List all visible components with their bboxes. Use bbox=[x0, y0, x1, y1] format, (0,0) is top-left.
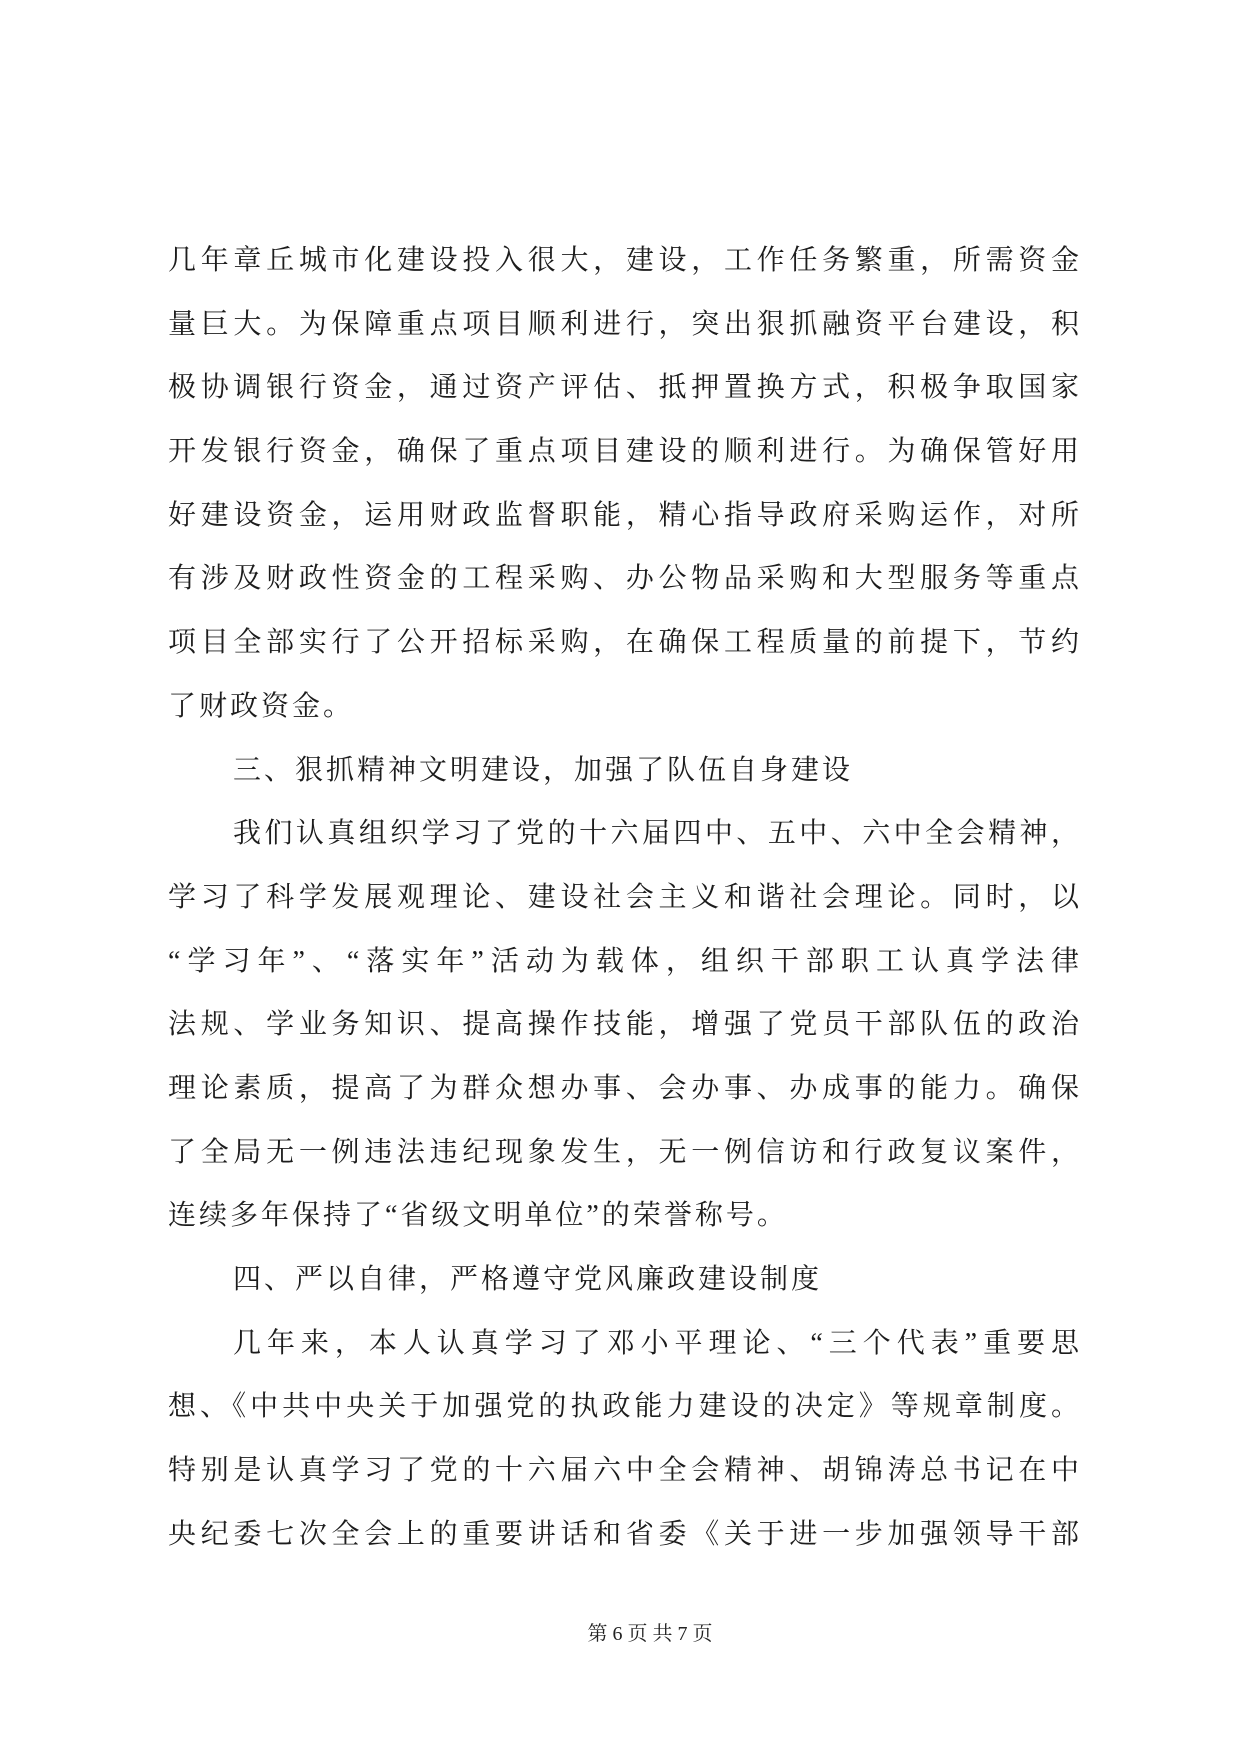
section-heading-text: 三、狠抓精神文明建设，加强了队伍自身建设 bbox=[233, 754, 854, 786]
paragraph-line: 好建设资金，运用财政监督职能，精心指导政府采购运作，对所 bbox=[168, 499, 1082, 531]
paragraph-line: 有涉及财政性资金的工程采购、办公物品采购和大型服务等重点 bbox=[168, 563, 1082, 595]
section-heading bbox=[168, 739, 1082, 803]
paragraph-line: 几年来，本人认真学习了邓小平理论、“三个代表”重要思 bbox=[233, 1327, 1082, 1359]
paragraph-line: 法规、学业务知识、提高操作技能，增强了党员干部队伍的政治 bbox=[168, 1009, 1082, 1041]
paragraph-line: 项目全部实行了公开招标采购，在确保工程质量的前提下，节约 bbox=[168, 627, 1082, 659]
paragraph-line: 我们认真组织学习了党的十六届四中、五中、六中全会精神， bbox=[233, 818, 1082, 850]
paragraph-line: “学习年”、“落实年”活动为载体，组织干部职工认真学法律 bbox=[168, 945, 1082, 977]
paragraph-line: 极协调银行资金，通过资产评估、抵押置换方式，积极争取国家 bbox=[168, 372, 1082, 404]
paragraph-line: 开发银行资金，确保了重点项目建设的顺利进行。为确保管好用 bbox=[168, 436, 1082, 468]
paragraph-line: 连续多年保持了“省级文明单位”的荣誉称号。 bbox=[168, 1200, 788, 1232]
page-footer bbox=[560, 1620, 740, 1648]
paragraph bbox=[168, 229, 1082, 739]
paragraph-line: 理论素质，提高了为群众想办事、会办事、办成事的能力。确保 bbox=[168, 1072, 1082, 1104]
paragraph-line: 了财政资金。 bbox=[168, 690, 355, 722]
section-heading-text: 四、严以自律，严格遵守党风廉政建设制度 bbox=[233, 1264, 823, 1295]
paragraph bbox=[168, 802, 1082, 1248]
paragraph-line: 了全局无一例违法违纪现象发生，无一例信访和行政复议案件， bbox=[168, 1136, 1082, 1168]
paragraph-line: 量巨大。为保障重点项目顺利进行，突出狠抓融资平台建设，积 bbox=[168, 308, 1082, 340]
section-heading bbox=[168, 1248, 1082, 1312]
page-number-label: 第 6 页 共 7 页 bbox=[587, 1623, 713, 1645]
paragraph-line: 想、《中共中央关于加强党的执政能力建设的决定》等规章制度。 bbox=[168, 1391, 1082, 1423]
paragraph-line: 特别是认真学习了党的十六届六中全会精神、胡锦涛总书记在中 bbox=[168, 1455, 1082, 1487]
paragraph-line: 几年章丘城市化建设投入很大，建设，工作任务繁重，所需资金 bbox=[168, 245, 1082, 276]
paragraph bbox=[168, 1312, 1082, 1567]
paragraph-line: 学习了科学发展观理论、建设社会主义和谐社会理论。同时，以 bbox=[168, 881, 1082, 913]
paragraph-line: 央纪委七次全会上的重要讲话和省委《关于进一步加强领导干部 bbox=[168, 1518, 1082, 1550]
document-body bbox=[168, 229, 1082, 1566]
